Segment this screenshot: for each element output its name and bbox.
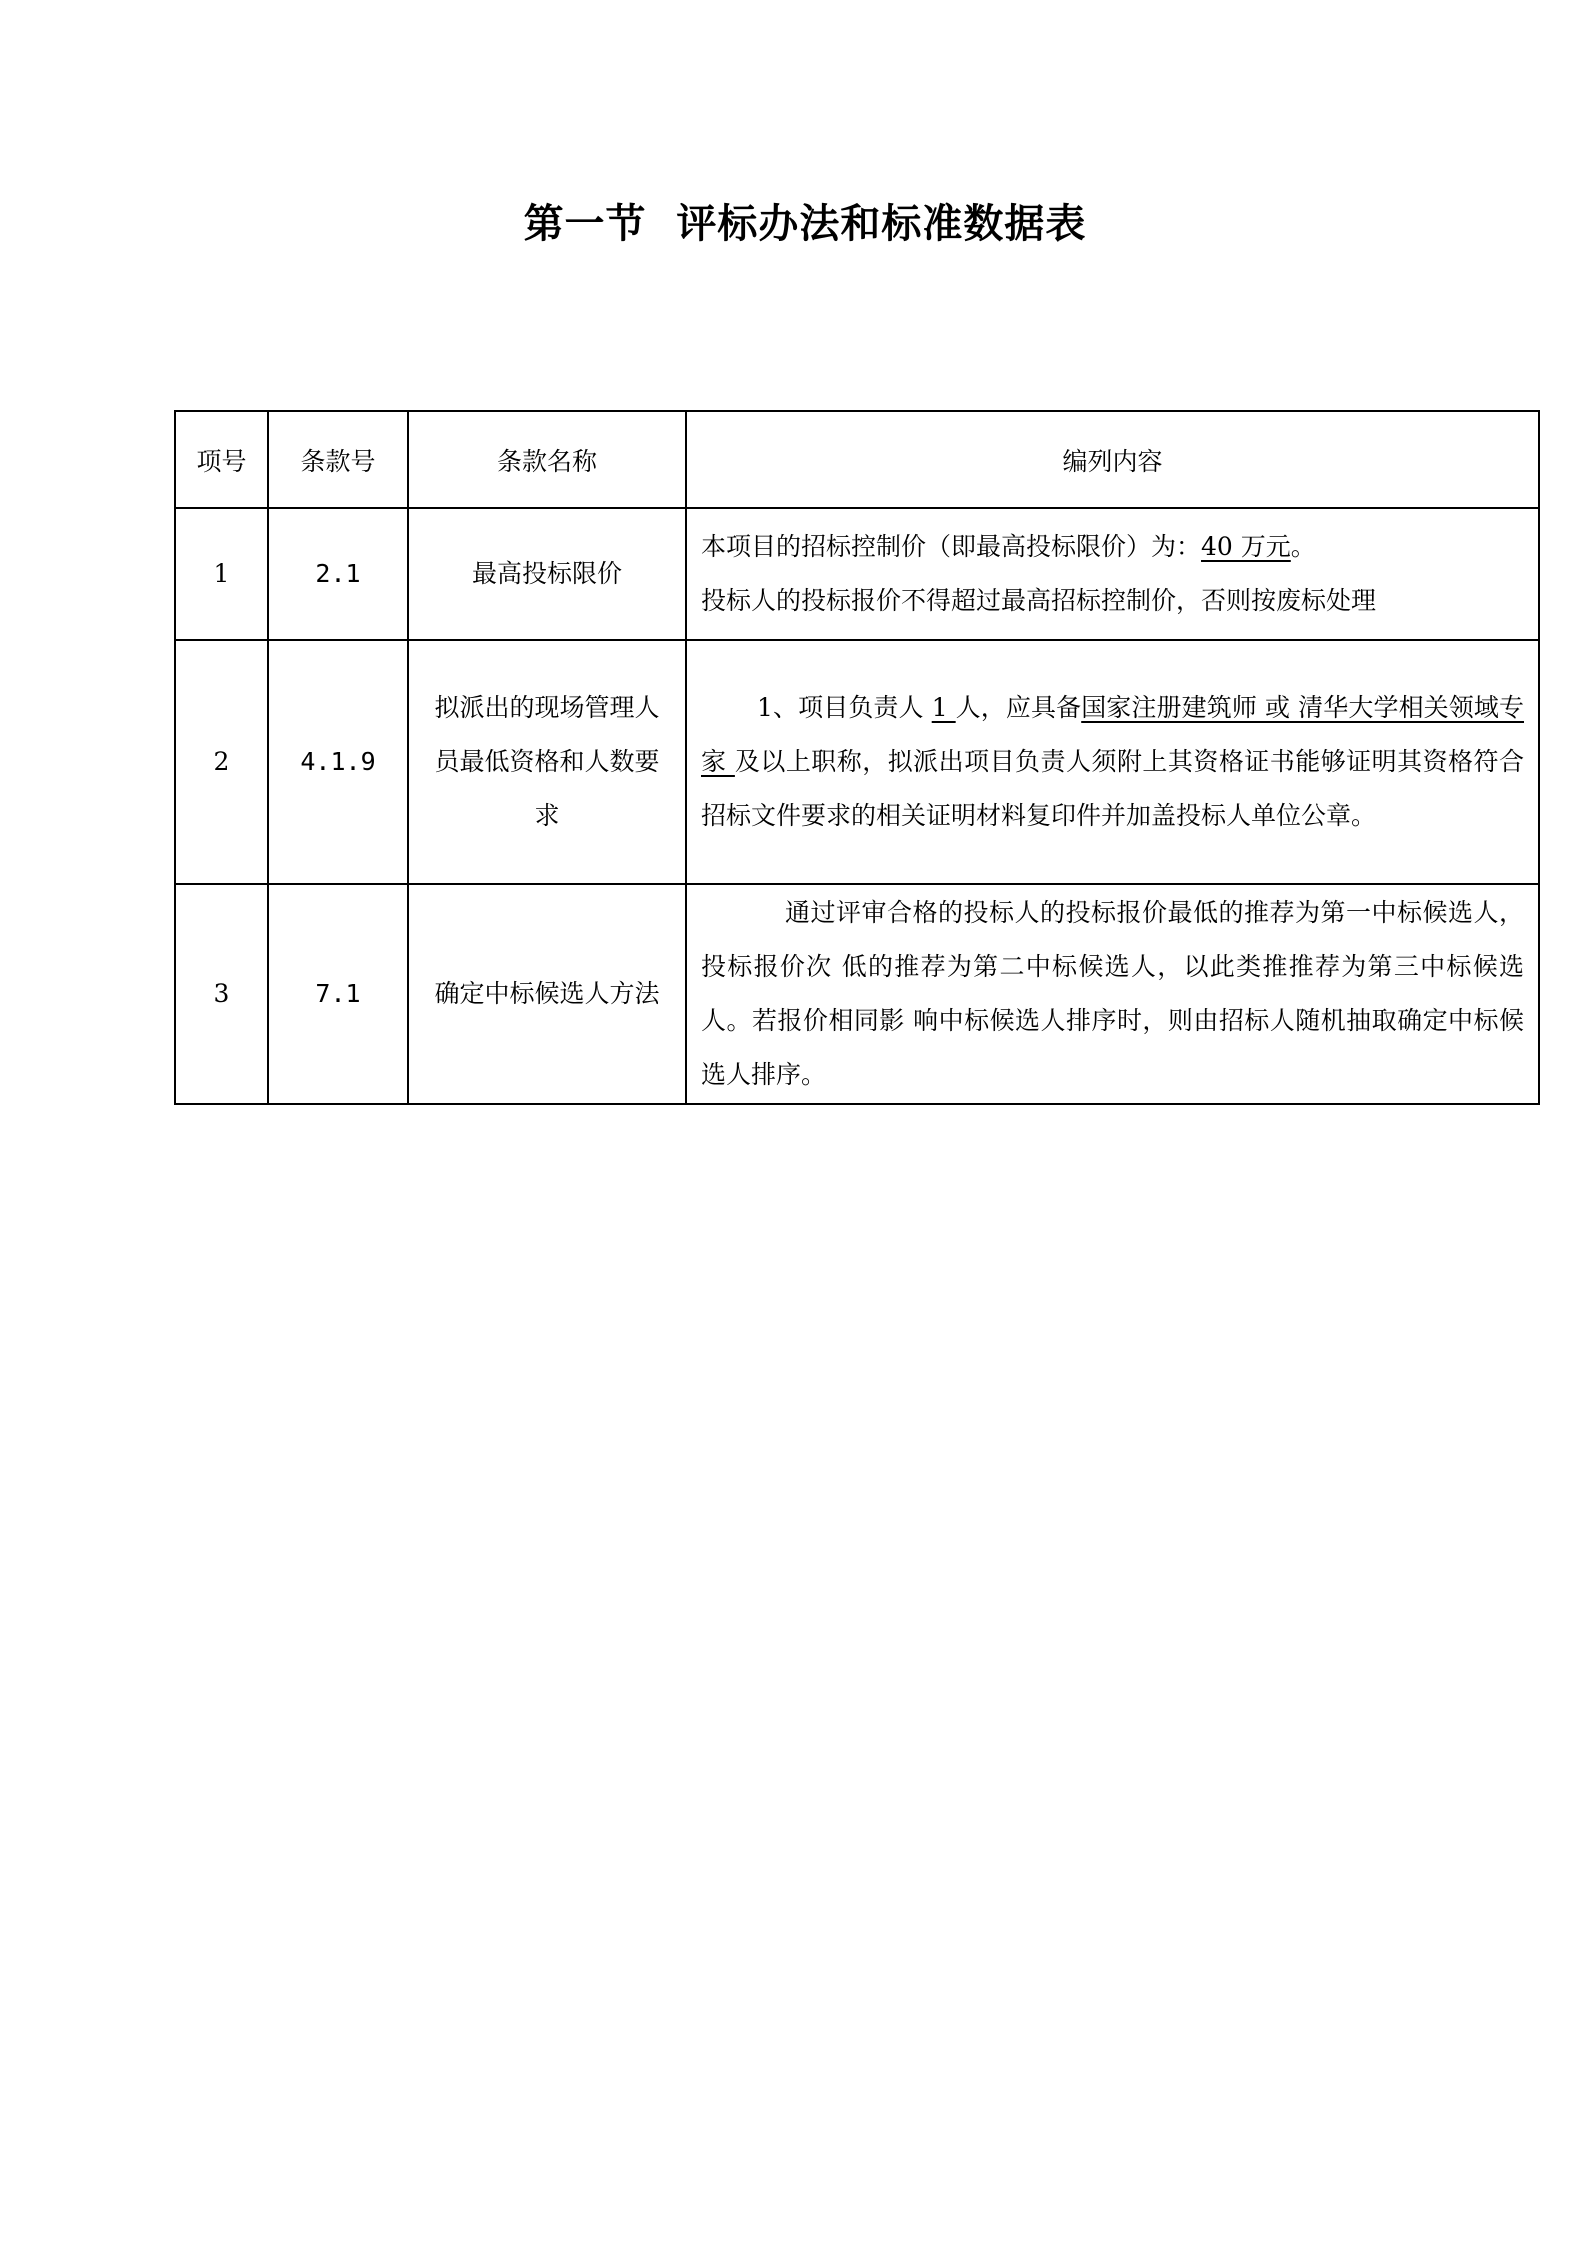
item-no-cell: 1 xyxy=(175,508,268,640)
content-text: 。 xyxy=(1290,532,1316,561)
clause-no-cell: 2.1 xyxy=(268,508,408,640)
content-line: 投标人的投标报价不得超过最高招标控制价，否则按废标处理 xyxy=(701,586,1377,615)
header-item-no: 项号 xyxy=(175,411,268,508)
personnel-count: 1 xyxy=(931,693,956,722)
table-row xyxy=(175,508,1539,640)
item-no-cell: 3 xyxy=(175,884,268,1104)
item-no-cell: 2 xyxy=(175,640,268,884)
clause-name-cell: 拟派出的现场管理人员最低资格和人数要求 xyxy=(408,640,686,884)
qualification-requirement: 国家注册建筑师 或 清华大学相关领域专家 xyxy=(701,693,1524,776)
content-text: 及以上职称，拟派出项目负责人须附上其资格证书能够证明其资格符合招标文件要求的相关证明材料复印件并加盖投标人单位公章。 xyxy=(701,747,1524,830)
header-clause-no: 条款号 xyxy=(268,411,408,508)
page-title: 第一节 评标办法和标准数据表 xyxy=(523,200,1087,247)
content-cell xyxy=(686,508,1539,640)
table-row xyxy=(175,640,1539,884)
content-line xyxy=(701,520,1524,574)
content-text: 人，应具备 xyxy=(955,693,1082,722)
clause-name-cell: 确定中标候选人方法 xyxy=(408,884,686,1104)
header-content: 编列内容 xyxy=(686,411,1539,508)
table-header-row xyxy=(175,411,1539,508)
table-row xyxy=(175,884,1539,1104)
clause-no-cell: 4.1.9 xyxy=(268,640,408,884)
price-value: 40 万元 xyxy=(1201,532,1291,561)
content-cell: 通过评审合格的投标人的投标报价最低的推荐为第一中标候选人，投标报价次 低的推荐为第二中标候选人，以此类推推荐为第三中标候选人。若报价相同影 响中标候选人排序时，则由招标人随机抽取确定中标候选人排序。 xyxy=(686,884,1539,1104)
content-cell xyxy=(686,640,1539,884)
clause-name-cell: 最高投标限价 xyxy=(408,508,686,640)
header-clause-name: 条款名称 xyxy=(408,411,686,508)
clause-no-cell: 7.1 xyxy=(268,884,408,1104)
content-text: 1、项目负责人 xyxy=(757,693,932,722)
evaluation-data-table xyxy=(174,410,1540,1105)
content-text: 本项目的招标控制价（即最高投标限价）为： xyxy=(701,532,1202,561)
